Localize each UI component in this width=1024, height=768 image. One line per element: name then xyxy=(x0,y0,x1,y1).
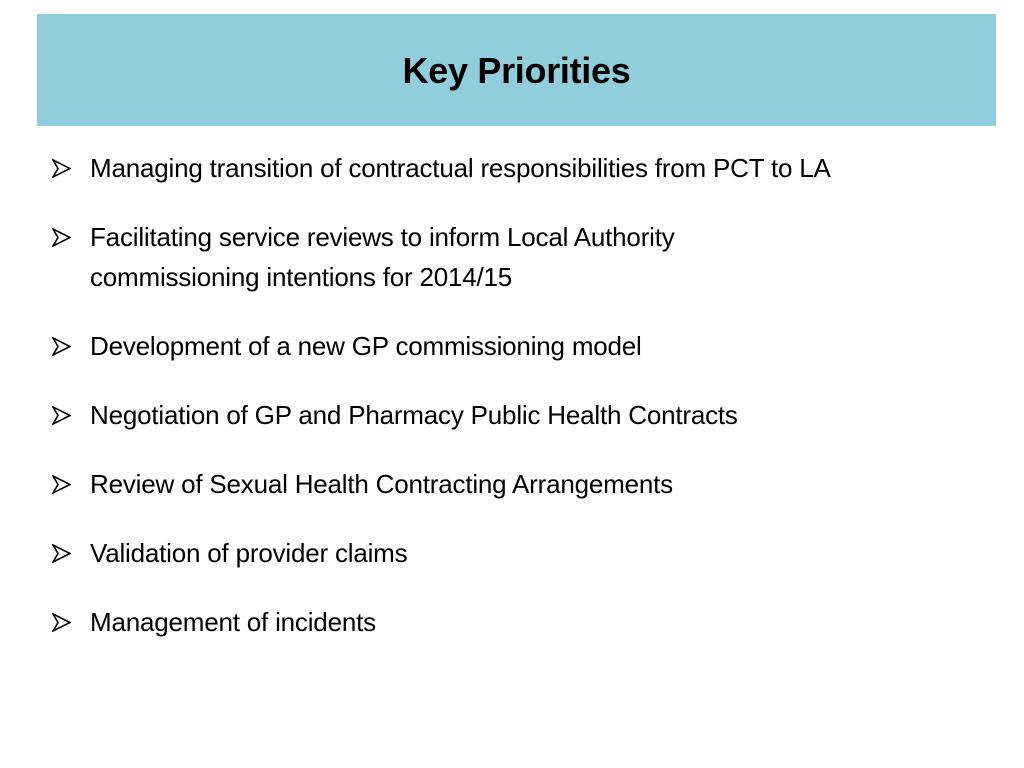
arrow-bullet-icon xyxy=(52,228,71,247)
list-item-text: Development of a new GP commissioning model xyxy=(90,331,642,361)
list-item-text: Negotiation of GP and Pharmacy Public Health Contracts xyxy=(90,400,738,430)
list-item xyxy=(52,533,1012,573)
arrow-bullet-icon xyxy=(52,406,71,425)
list-item-text: Management of incidents xyxy=(90,607,376,637)
list-item xyxy=(52,217,850,297)
arrow-bullet-icon xyxy=(52,159,71,178)
arrow-bullet-icon xyxy=(52,475,71,494)
list-item-text: Facilitating service reviews to inform Local Authority commissioning intentions for 2014/15 xyxy=(90,222,675,292)
list-item xyxy=(52,602,1012,642)
list-item xyxy=(52,148,1012,188)
list-item-text: Validation of provider claims xyxy=(90,538,408,568)
slide-title: Key Priorities xyxy=(402,50,631,91)
list-item xyxy=(52,326,1012,366)
arrow-bullet-icon xyxy=(52,337,71,356)
arrow-bullet-icon xyxy=(52,544,71,563)
list-item-text: Managing transition of contractual responsibilities from PCT to LA xyxy=(90,153,831,183)
list-item xyxy=(52,464,1012,504)
arrow-bullet-icon xyxy=(52,613,71,632)
title-banner xyxy=(37,14,996,126)
priority-list xyxy=(52,148,1012,671)
list-item-text: Review of Sexual Health Contracting Arrangements xyxy=(90,469,673,499)
list-item xyxy=(52,395,1012,435)
